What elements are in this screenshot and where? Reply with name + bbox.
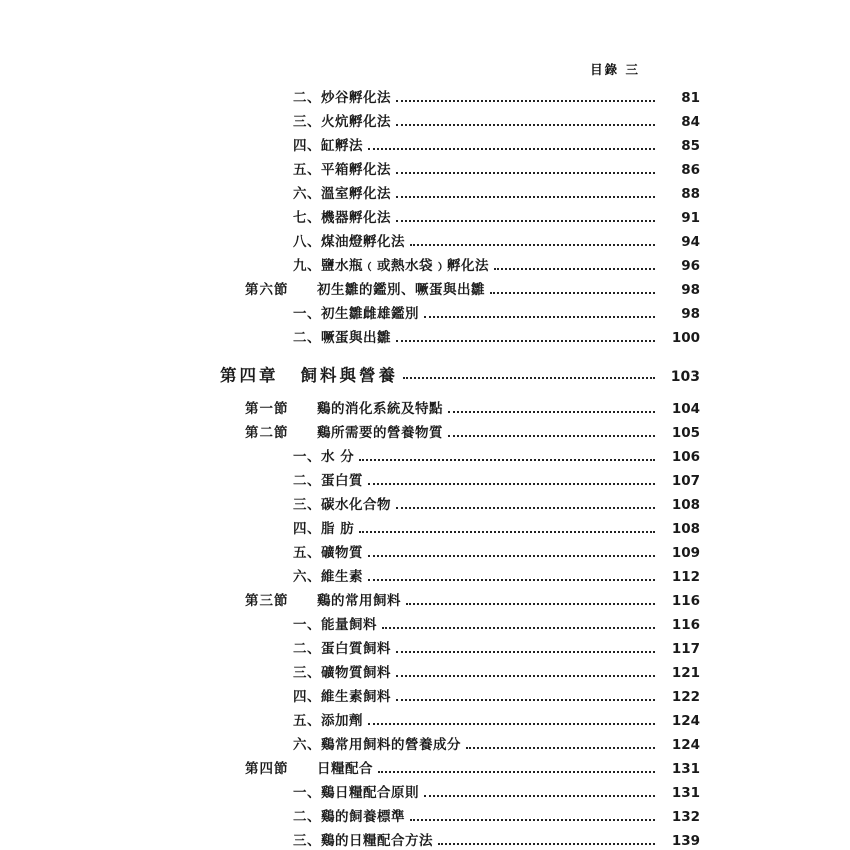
dot-leader xyxy=(494,267,655,270)
toc-section-row xyxy=(150,427,700,441)
entry-title: 七、機器孵化法 xyxy=(293,210,391,226)
page-number: 108 xyxy=(671,497,700,513)
dot-leader xyxy=(396,339,655,342)
toc-item-row xyxy=(150,523,700,537)
page-number: 106 xyxy=(671,449,700,465)
toc-item-row xyxy=(150,332,700,346)
page-number: 105 xyxy=(671,425,700,441)
toc-item-row xyxy=(150,451,700,465)
toc-item-row xyxy=(150,308,700,322)
dot-leader xyxy=(368,482,655,485)
section-title: 日糧配合 xyxy=(317,761,373,777)
dot-leader xyxy=(396,698,655,701)
page-number: 94 xyxy=(681,234,700,250)
toc-item-row xyxy=(150,619,700,633)
toc-item-row xyxy=(150,691,700,705)
entry-title: 三、鷄的日糧配合方法 xyxy=(293,833,433,849)
section-title: 鷄的常用飼料 xyxy=(317,593,401,609)
entry-title: 九、鹽水瓶﹙或熱水袋﹚孵化法 xyxy=(293,258,489,274)
dot-leader xyxy=(368,554,655,557)
page-number: 124 xyxy=(671,713,700,729)
dot-leader xyxy=(368,578,655,581)
page-number: 107 xyxy=(671,473,700,489)
entry-title: 一、能量飼料 xyxy=(293,617,377,633)
section-title: 鷄所需要的營養物質 xyxy=(317,425,443,441)
entry-title: 六、鷄常用飼料的營養成分 xyxy=(293,737,461,753)
toc-item-row xyxy=(150,260,700,274)
entry-title: 五、平箱孵化法 xyxy=(293,162,391,178)
page-number: 116 xyxy=(671,617,700,633)
toc-item-row xyxy=(150,212,700,226)
toc-item-row xyxy=(150,739,700,753)
toc-item-row xyxy=(150,547,700,561)
section-title: 初生雛的鑑別、噘蛋與出雛 xyxy=(317,282,485,298)
dot-leader xyxy=(424,315,655,318)
toc-item-row xyxy=(150,140,700,154)
page-number: 112 xyxy=(671,569,700,585)
chapter-title: 飼料與營養 xyxy=(300,365,398,385)
dot-leader xyxy=(410,818,655,821)
entry-title: 四、脂 肪 xyxy=(293,521,355,537)
dot-leader xyxy=(378,770,655,773)
toc-item-row xyxy=(150,643,700,657)
entry-title: 一、鷄日糧配合原則 xyxy=(293,785,419,801)
toc-item-row xyxy=(150,92,700,106)
page-number: 84 xyxy=(681,114,700,130)
chapter-marker: 第四章 xyxy=(220,365,279,385)
dot-leader xyxy=(403,376,655,379)
dot-leader xyxy=(359,458,655,461)
toc-item-row xyxy=(150,475,700,489)
toc-chapter-row xyxy=(150,365,700,385)
section-marker: 第六節 xyxy=(245,282,289,298)
toc-item-row xyxy=(150,236,700,250)
dot-leader xyxy=(368,722,655,725)
toc-item-row xyxy=(150,715,700,729)
dot-leader xyxy=(448,410,655,413)
dot-leader xyxy=(438,842,655,845)
entry-title: 二、炒谷孵化法 xyxy=(293,90,391,106)
dot-leader xyxy=(396,123,655,126)
entry-title: 五、添加劑 xyxy=(293,713,363,729)
dot-leader xyxy=(396,650,655,653)
dot-leader xyxy=(396,674,655,677)
page-header: 目錄 三 xyxy=(590,62,640,77)
toc-item-row xyxy=(150,116,700,130)
dot-leader xyxy=(490,291,655,294)
toc-item-row xyxy=(150,667,700,681)
entry-title: 二、蛋白質 xyxy=(293,473,363,489)
entry-title: 二、鷄的飼養標準 xyxy=(293,809,405,825)
toc-item-row xyxy=(150,811,700,825)
dot-leader xyxy=(396,195,655,198)
section-marker: 第一節 xyxy=(245,401,289,417)
dot-leader xyxy=(368,147,655,150)
toc-item-row xyxy=(150,835,700,849)
page-number: 100 xyxy=(671,330,700,346)
page-number: 104 xyxy=(671,401,700,417)
page-number: 81 xyxy=(681,90,700,106)
toc-section-row xyxy=(150,763,700,777)
entry-title: 八、煤油燈孵化法 xyxy=(293,234,405,250)
page-number: 124 xyxy=(671,737,700,753)
dot-leader xyxy=(396,219,655,222)
page-number: 131 xyxy=(671,785,700,801)
dot-leader xyxy=(396,99,655,102)
page-number: 117 xyxy=(671,641,700,657)
dot-leader xyxy=(448,434,655,437)
toc-item-row xyxy=(150,787,700,801)
toc-section-row xyxy=(150,595,700,609)
dot-leader xyxy=(359,530,655,533)
entry-title: 二、噘蛋與出雛 xyxy=(293,330,391,346)
entry-title: 三、火炕孵化法 xyxy=(293,114,391,130)
page-number: 98 xyxy=(681,306,700,322)
page-number: 131 xyxy=(671,761,700,777)
dot-leader xyxy=(424,794,655,797)
table-of-contents xyxy=(150,92,700,849)
dot-leader xyxy=(406,602,655,605)
page-number: 85 xyxy=(681,138,700,154)
page-number: 121 xyxy=(671,665,700,681)
dot-leader xyxy=(410,243,655,246)
entry-title: 五、礦物質 xyxy=(293,545,363,561)
entry-title: 六、維生素 xyxy=(293,569,363,585)
entry-title: 三、礦物質飼料 xyxy=(293,665,391,681)
section-marker: 第三節 xyxy=(245,593,289,609)
page-number: 103 xyxy=(670,369,700,385)
page-number: 116 xyxy=(671,593,700,609)
entry-title: 三、碳水化合物 xyxy=(293,497,391,513)
toc-item-row xyxy=(150,188,700,202)
entry-title: 六、溫室孵化法 xyxy=(293,186,391,202)
entry-title: 四、缸孵法 xyxy=(293,138,363,154)
toc-section-row xyxy=(150,284,700,298)
page-number: 109 xyxy=(671,545,700,561)
page-number: 86 xyxy=(681,162,700,178)
section-marker: 第四節 xyxy=(245,761,289,777)
page-number: 108 xyxy=(671,521,700,537)
page-number: 132 xyxy=(671,809,700,825)
entry-title: 四、維生素飼料 xyxy=(293,689,391,705)
page-number: 139 xyxy=(671,833,700,849)
page-number: 91 xyxy=(681,210,700,226)
entry-title: 一、初生雛雌雄鑑別 xyxy=(293,306,419,322)
page-number: 96 xyxy=(681,258,700,274)
section-title: 鷄的消化系統及特點 xyxy=(317,401,443,417)
dot-leader xyxy=(466,746,655,749)
dot-leader xyxy=(382,626,655,629)
toc-section-row xyxy=(150,403,700,417)
toc-item-row xyxy=(150,499,700,513)
page-number: 88 xyxy=(681,186,700,202)
section-marker: 第二節 xyxy=(245,425,289,441)
page-number: 98 xyxy=(681,282,700,298)
toc-item-row xyxy=(150,164,700,178)
dot-leader xyxy=(396,506,655,509)
toc-item-row xyxy=(150,571,700,585)
dot-leader xyxy=(396,171,655,174)
entry-title: 一、水 分 xyxy=(293,449,355,465)
page-number: 122 xyxy=(671,689,700,705)
entry-title: 二、蛋白質飼料 xyxy=(293,641,391,657)
